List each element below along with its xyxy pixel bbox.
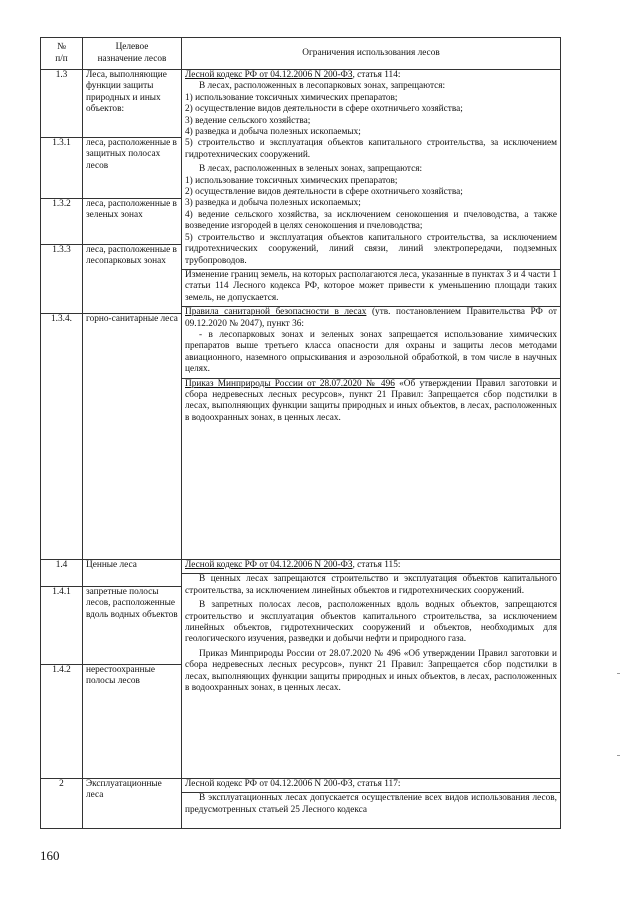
paragraph: Изменение границ земель, на которых располагаются леса, указанные в пунктах 3 и 4 части 1 статьи 114 Лесного кодекса РФ, которое может привести к уменьшению площади таких земель, не допускается. bbox=[185, 269, 557, 303]
row-purpose: леса, расположенные в защитных полосах лесов bbox=[83, 138, 182, 199]
header-number-symbol: № bbox=[57, 42, 66, 53]
law-reference-link: Правила санитарной безопасности в лесах bbox=[185, 307, 367, 318]
row-purpose: Эксплуатационные леса bbox=[83, 779, 182, 829]
law-reference-link: Лесной кодекс РФ от 04.12.2006 N 200-ФЗ bbox=[185, 70, 353, 80]
header-purpose-line2: назначение лесов bbox=[97, 53, 167, 64]
list-item: 4) разведка и добыча полезных ископаемых; bbox=[185, 127, 361, 138]
row-number: 1.4 bbox=[41, 560, 83, 587]
restrictions-cell-protective bbox=[182, 70, 561, 560]
list-item: 3) ведение сельского хозяйства; bbox=[185, 115, 311, 126]
row-purpose: горно-санитарные леса bbox=[83, 314, 182, 560]
paragraph: В лесах, расположенных в зеленых зонах, запрещаются: bbox=[199, 164, 423, 175]
row-purpose: леса, расположенные в лесопарковых зонах bbox=[83, 245, 182, 314]
header-purpose bbox=[83, 38, 182, 70]
table-row bbox=[41, 560, 561, 587]
row-number: 1.3.4. bbox=[41, 314, 83, 560]
law-reference-link: Приказ Минприроды России от 28.07.2020 № 496 bbox=[185, 378, 395, 389]
table-header-row bbox=[41, 38, 561, 70]
paragraph: В ценных лесах запрещаются строительство и эксплуатация объектов капитального строительства, за исключением линейных объектов и гидротехнических сооружений. bbox=[185, 574, 557, 596]
law-reference-tail: «Об утверждении Правил заготовки и сбора недревесных лесных ресурсов», пункт 21 Правил: Запрещается сбор подстилки в лесах, выполняющих функции защиты природных и иных объектов, в лесах, расположенных в водоохранных зонах, в ценных лесах. bbox=[185, 378, 558, 423]
row-number: 1.3 bbox=[41, 70, 83, 138]
paragraph: В лесах, расположенных в лесопарковых зонах, запрещаются: bbox=[199, 81, 446, 92]
row-purpose: леса, расположенные в зеленых зонах bbox=[83, 199, 182, 245]
row-number: 1.3.2 bbox=[41, 199, 83, 245]
list-item: 1) использование токсичных химических препаратов; bbox=[185, 92, 398, 103]
table-row bbox=[41, 70, 561, 138]
law-reference-tail: , статья 115: bbox=[352, 560, 401, 570]
list-item: 3) разведка и добыча полезных ископаемых; bbox=[185, 198, 361, 209]
law-reference: Лесной кодекс РФ от 04.12.2006 N 200-ФЗ, статья 117: bbox=[185, 779, 401, 789]
margin-mark bbox=[617, 755, 620, 756]
row-purpose: запретные полосы лесов, расположенные вдоль водных объектов bbox=[83, 587, 182, 665]
paragraph: Приказ Минприроды России от 28.07.2020 № 496 «Об утверждении Правил заготовки и сбора недревесных лесных ресурсов», пункт 21 Правил: Запрещается сбор подстилки в лесах, выполняющих функции защиты природных и иных объектов, в лесах, расположенных в водоохранных зонах, в ценных лесах. bbox=[185, 648, 557, 694]
header-restrictions: Ограничения использования лесов bbox=[182, 38, 561, 70]
restrictions-cell-valuable bbox=[182, 560, 561, 779]
list-item: 5) строительство и эксплуатация объектов капитального строительства, за исключением гидротехнических сооружений. bbox=[185, 138, 557, 160]
margin-mark bbox=[617, 673, 620, 674]
row-purpose: Леса, выполняющие функции защиты природных и иных объектов: bbox=[83, 70, 182, 138]
row-number: 1.3.3 bbox=[41, 245, 83, 314]
row-number: 1.3.1 bbox=[41, 138, 83, 199]
header-number bbox=[41, 38, 83, 70]
restrictions-cell-exploitation bbox=[182, 779, 561, 829]
list-item: 4) ведение сельского хозяйства, за исключением сенокошения и пчеловодства, а также возведение изгородей в целях сенокошения и пчеловодства; bbox=[185, 209, 557, 232]
paragraph: - в лесопарковых зонах и зеленых зонах запрещается использование химических препаратов выше третьего класса опасности для охраны и защиты лесов методами авиационного, наземного опрыскивания и аэрозольной обработкой, в том числе в научных целях. bbox=[185, 329, 557, 375]
paragraph: В эксплуатационных лесах допускается осуществление всех видов использования лесов, предусмотренных статьей 25 Лесного кодекса bbox=[185, 793, 557, 815]
list-item: 1) использование токсичных химических препаратов; bbox=[185, 175, 398, 186]
forest-restrictions-table bbox=[40, 37, 561, 829]
table-row bbox=[41, 779, 561, 829]
law-reference-tail: (утв. постановлением Правительства РФ от 09.12.2020 № 2047), пункт 36: bbox=[185, 307, 557, 329]
list-item: 5) строительство и эксплуатация объектов капитального строительства, за исключением гидротехнических сооружений, линий связи, линий электропередачи, подземных трубопроводов. bbox=[185, 232, 557, 266]
row-purpose: Ценные леса bbox=[83, 560, 182, 587]
paragraph: В запретных полосах лесов, расположенных вдоль водных объектов, запрещаются строительство и эксплуатация объектов капитального строительства, за исключением линейных объектов, гидротехнических сооружений и объектов, необходимых для геологического изучения, разведки и добычи нефти и природного газа. bbox=[185, 600, 557, 645]
list-item: 2) осуществление видов деятельности в сфере охотничьего хозяйства; bbox=[185, 104, 463, 115]
header-purpose-line1: Целевое bbox=[115, 42, 149, 53]
law-reference-link: Лесной кодекс РФ от 04.12.2006 N 200-ФЗ bbox=[185, 560, 353, 570]
row-number: 1.4.2 bbox=[41, 665, 83, 779]
law-reference-tail: , статья 114: bbox=[352, 70, 401, 80]
row-number: 1.4.1 bbox=[41, 587, 83, 665]
list-item: 2) осуществление видов деятельности в сфере охотничьего хозяйства; bbox=[185, 187, 463, 198]
row-purpose: нерестоохранные полосы лесов bbox=[83, 665, 182, 779]
header-number-abbr: п/п bbox=[55, 53, 68, 64]
page-number: 160 bbox=[40, 848, 60, 863]
row-number: 2 bbox=[41, 779, 83, 829]
